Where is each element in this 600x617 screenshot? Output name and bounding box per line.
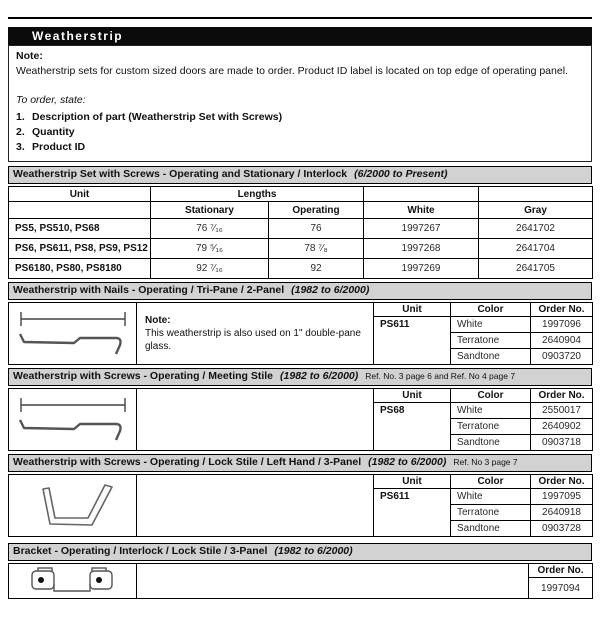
section-title: Weatherstrip with Nails - Operating / Tri-Pane / 2-Panel xyxy=(13,284,285,296)
order-intro: To order, state: xyxy=(16,94,86,106)
color-name: Terratone xyxy=(451,419,531,435)
column-header-white: White xyxy=(364,202,479,219)
column-header-order: Order No. xyxy=(531,303,593,317)
column-header-lengths: Lengths xyxy=(151,187,364,202)
gray-order-number: 2641705 xyxy=(479,259,593,279)
bracket-diagram xyxy=(9,564,137,599)
bracket-table xyxy=(8,563,593,599)
white-order-number: 1997269 xyxy=(364,259,479,279)
column-header-color: Color xyxy=(451,389,531,403)
weatherstrip-profile-diagram xyxy=(9,389,137,451)
section-date-range: (1982 to 6/2000) xyxy=(280,370,359,382)
order-number: 2640902 xyxy=(531,419,593,435)
color-name: White xyxy=(451,489,531,505)
section-title: Weatherstrip with Screws - Operating / Lock Stile / Left Hand / 3-Panel xyxy=(13,456,362,468)
color-name: Sandtone xyxy=(451,521,531,537)
color-name: Terratone xyxy=(451,505,531,521)
section-header-bracket xyxy=(8,543,592,561)
section-date-range: (6/2000 to Present) xyxy=(354,168,448,180)
order-number: 1997094 xyxy=(529,578,593,599)
column-header-unit: Unit xyxy=(9,187,151,202)
color-name: White xyxy=(451,403,531,419)
section-date-range: (1982 to 6/2000) xyxy=(291,284,370,296)
set-with-screws-table xyxy=(8,186,593,279)
section-header-set-with-screws xyxy=(8,166,592,184)
unit-names: PS6180, PS80, PS8180 xyxy=(9,259,151,279)
order-step-text: Quantity xyxy=(32,126,75,138)
order-step-number: 2. xyxy=(16,126,25,138)
note-label: Note: xyxy=(145,315,171,326)
unit-number: PS611 xyxy=(374,317,451,365)
white-order-number: 1997268 xyxy=(364,239,479,259)
order-step-number: 3. xyxy=(16,141,25,153)
color-name: Terratone xyxy=(451,333,531,349)
column-header-color: Color xyxy=(451,475,531,489)
section-reference: Ref. No 3 page 7 xyxy=(453,457,518,467)
gray-order-number: 2641702 xyxy=(479,219,593,239)
column-header-order: Order No. xyxy=(531,389,593,403)
table-row xyxy=(9,259,593,279)
u-channel-profile-diagram xyxy=(9,475,137,537)
operating-length: 76 xyxy=(269,219,364,239)
order-list xyxy=(16,110,584,155)
order-number: 0903718 xyxy=(531,435,593,451)
section-header-with-nails xyxy=(8,282,592,300)
empty-cell xyxy=(137,475,374,537)
table-row xyxy=(9,219,593,239)
section-reference: Ref. No. 3 page 6 and Ref. No 4 page 7 xyxy=(365,371,516,381)
column-header-order: Order No. xyxy=(529,564,593,578)
order-step xyxy=(16,125,584,140)
empty-cell xyxy=(137,389,374,451)
color-name: White xyxy=(451,317,531,333)
color-name: Sandtone xyxy=(451,435,531,451)
note-label: Note: xyxy=(16,50,43,62)
stationary-length: 76 ⁷⁄₁₆ xyxy=(151,219,269,239)
meeting-stile-table xyxy=(8,388,593,451)
empty-cell xyxy=(9,202,151,219)
stationary-length: 79 ⁵⁄₁₆ xyxy=(151,239,269,259)
operating-length: 92 xyxy=(269,259,364,279)
empty-cell xyxy=(137,564,529,599)
empty-cell xyxy=(479,187,593,202)
column-header-operating: Operating xyxy=(269,202,364,219)
lock-stile-table xyxy=(8,474,593,537)
note-box xyxy=(8,45,592,162)
unit-number: PS68 xyxy=(374,403,451,451)
order-number: 0903720 xyxy=(531,349,593,365)
column-header-stationary: Stationary xyxy=(151,202,269,219)
order-step-text: Description of part (Weatherstrip Set with Screws) xyxy=(32,111,283,123)
catalog-page xyxy=(8,17,592,599)
column-header-color: Color xyxy=(451,303,531,317)
white-order-number: 1997267 xyxy=(364,219,479,239)
section-title: Bracket - Operating / Interlock / Lock Stile / 3-Panel xyxy=(13,545,268,557)
column-header-unit: Unit xyxy=(374,389,451,403)
section-date-range: (1982 to 6/2000) xyxy=(368,456,447,468)
column-header-unit: Unit xyxy=(374,303,451,317)
operating-length: 78 ⁷⁄₈ xyxy=(269,239,364,259)
order-number: 1997096 xyxy=(531,317,593,333)
order-number: 0903728 xyxy=(531,521,593,537)
order-number: 2640904 xyxy=(531,333,593,349)
unit-names: PS6, PS611, PS8, PS9, PS12 xyxy=(9,239,151,259)
color-name: Sandtone xyxy=(451,349,531,365)
order-step xyxy=(16,140,584,155)
order-number: 1997095 xyxy=(531,489,593,505)
section-title: Weatherstrip with Screws - Operating / Meeting Stile xyxy=(13,370,274,382)
unit-names: PS5, PS510, PS68 xyxy=(9,219,151,239)
note-text: Weatherstrip sets for custom sized doors are made to order. Product ID label is located on top edge of operating panel. xyxy=(16,65,568,77)
column-header-unit: Unit xyxy=(374,475,451,489)
table-row xyxy=(9,239,593,259)
unit-number: PS611 xyxy=(374,489,451,537)
page-title: Weatherstrip xyxy=(8,27,592,45)
note-text: This weatherstrip is also used on 1" double-pane glass. xyxy=(145,328,361,352)
gray-order-number: 2641704 xyxy=(479,239,593,259)
order-step xyxy=(16,110,584,125)
section-date-range: (1982 to 6/2000) xyxy=(274,545,353,557)
section-header-lock-stile xyxy=(8,454,592,472)
page-top-rule xyxy=(8,17,592,19)
section-title: Weatherstrip Set with Screws - Operating and Stationary / Interlock xyxy=(13,168,348,180)
order-step-number: 1. xyxy=(16,111,25,123)
stationary-length: 92 ⁷⁄₁₆ xyxy=(151,259,269,279)
section-header-meeting-stile xyxy=(8,368,592,386)
section-note xyxy=(137,303,374,365)
with-nails-table xyxy=(8,302,593,365)
column-header-order: Order No. xyxy=(531,475,593,489)
order-number: 2640918 xyxy=(531,505,593,521)
weatherstrip-profile-diagram xyxy=(9,303,137,365)
order-number: 2550017 xyxy=(531,403,593,419)
empty-cell xyxy=(364,187,479,202)
order-step-text: Product ID xyxy=(32,141,86,153)
column-header-gray: Gray xyxy=(479,202,593,219)
